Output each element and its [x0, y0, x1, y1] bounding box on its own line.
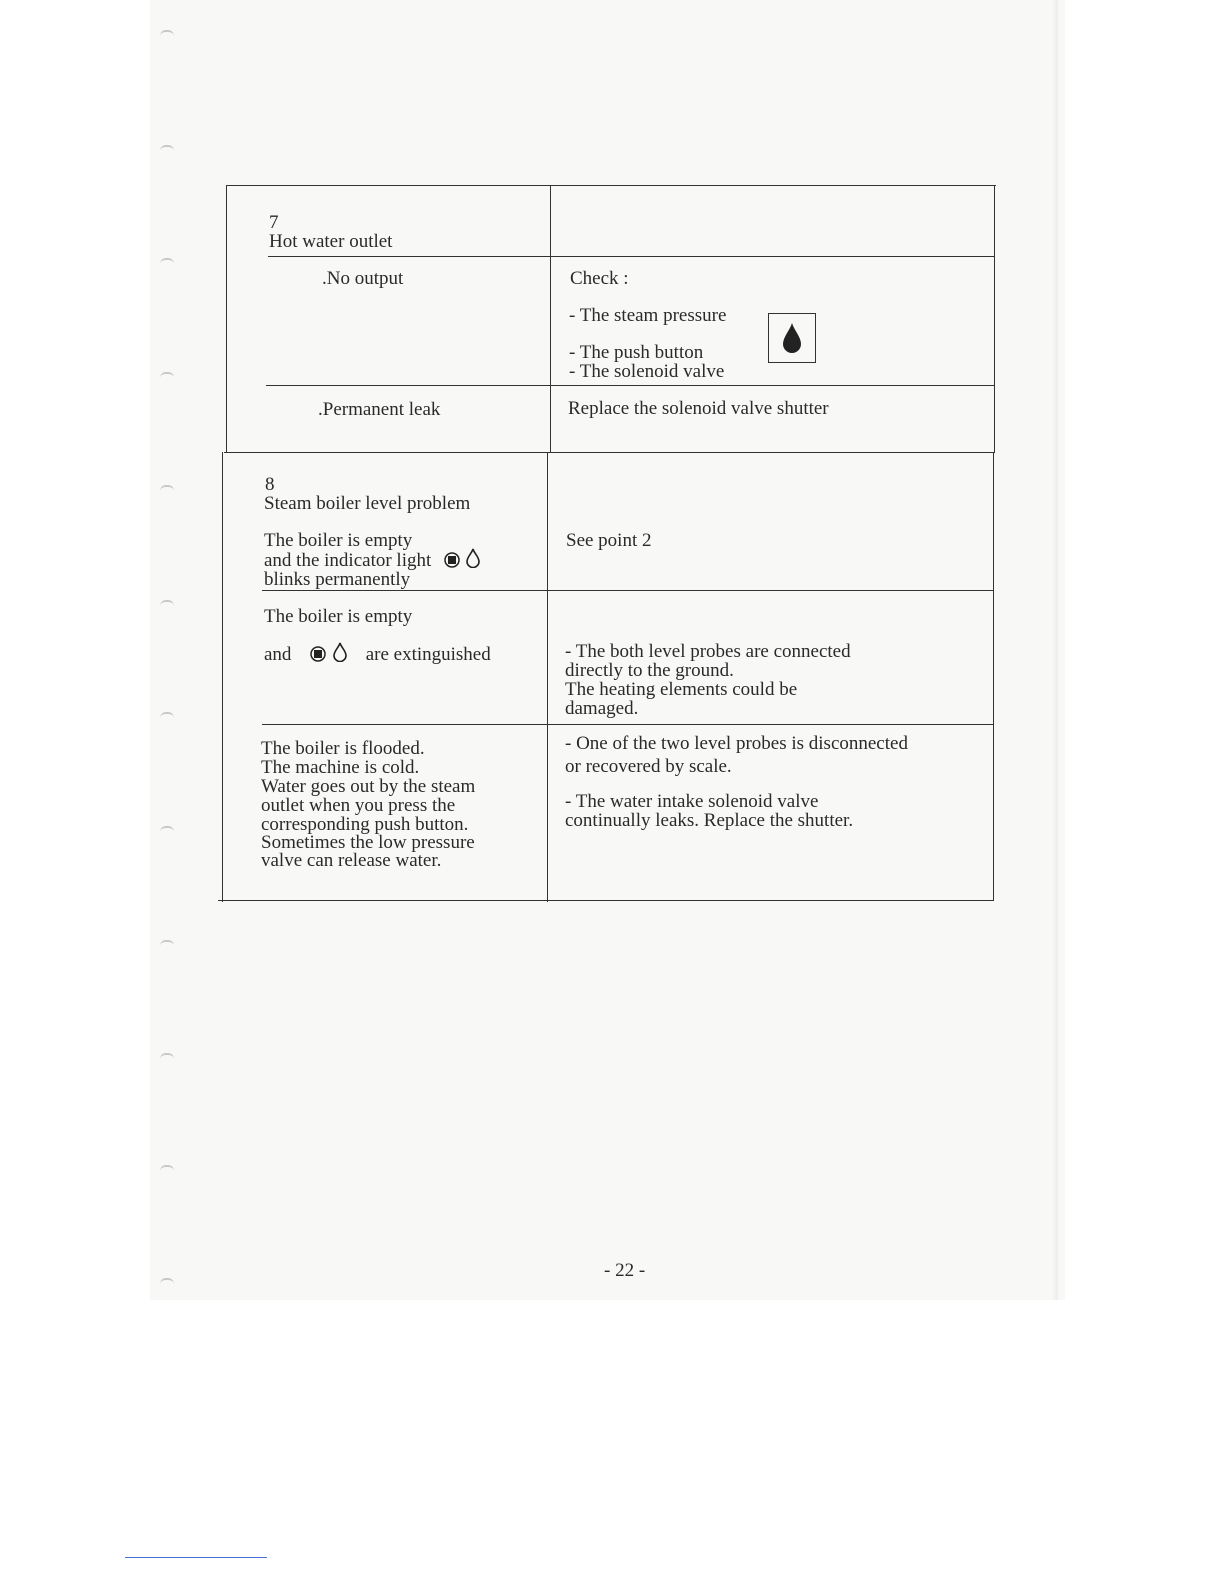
check-title: Check : — [570, 268, 629, 289]
binder-mark — [160, 940, 174, 946]
section-number: 7 — [269, 212, 279, 233]
symptom-line: valve can release water. — [261, 850, 442, 871]
remedy-line: - The water intake solenoid valve — [565, 791, 819, 812]
symptom-line: blinks permanently — [264, 569, 411, 590]
binder-mark — [160, 600, 174, 606]
binder-mark — [160, 258, 174, 264]
paper-edge — [1052, 0, 1058, 1300]
symptom-text: are extinguished — [365, 644, 491, 665]
binder-mark — [160, 372, 174, 378]
binder-mark — [160, 30, 174, 36]
water-level-icon — [466, 548, 480, 568]
table-border — [226, 185, 996, 186]
remedy-line: - The both level probes are connected — [565, 641, 851, 662]
symptom-line: outlet when you press the — [261, 795, 456, 816]
section-title: Hot water outlet — [269, 231, 393, 252]
water-drop-icon — [781, 322, 803, 354]
check-item: - The push button — [569, 342, 704, 363]
check-item: - The solenoid valve — [569, 361, 725, 382]
section-title: Steam boiler level problem — [264, 493, 471, 514]
hot-water-button-symbol — [768, 313, 816, 363]
binder-mark — [160, 145, 174, 151]
remedy-text: See point 2 — [566, 530, 652, 551]
table-border — [222, 452, 223, 902]
binder-mark — [160, 1165, 174, 1171]
section-divider — [224, 452, 994, 453]
symptom-line: The boiler is empty — [264, 606, 413, 627]
binder-mark — [160, 1278, 174, 1284]
remedy-line: damaged. — [565, 698, 639, 719]
symptom-permanent-leak: .Permanent leak — [318, 399, 441, 420]
symptom-line — [264, 551, 480, 570]
column-divider — [547, 452, 548, 902]
table-border — [226, 185, 227, 453]
symptom-line: The boiler is empty — [264, 530, 413, 551]
row-divider — [262, 724, 993, 725]
remedy-text: Replace the solenoid valve shutter — [568, 398, 829, 419]
table-border — [218, 900, 994, 901]
indicator-light-icon — [310, 646, 326, 662]
water-level-icon — [333, 642, 347, 662]
binder-mark — [160, 712, 174, 718]
indicator-light-icon — [444, 552, 460, 568]
symptom-line: The boiler is flooded. — [261, 738, 425, 759]
symptom-line — [264, 645, 491, 664]
symptom-line: The machine is cold. — [261, 757, 420, 778]
binder-mark — [160, 485, 174, 491]
table-border — [994, 185, 995, 453]
page-number: - 22 - — [604, 1260, 646, 1281]
binder-mark — [160, 1053, 174, 1059]
check-item: - The steam pressure — [569, 305, 727, 326]
remedy-line: continually leaks. Replace the shutter. — [565, 810, 854, 831]
symptom-line: corresponding push button. — [261, 814, 469, 835]
remedy-line: The heating elements could be — [565, 679, 798, 700]
remedy-line: directly to the ground. — [565, 660, 734, 681]
row-divider — [262, 590, 993, 591]
remedy-line: or recovered by scale. — [565, 756, 732, 777]
symptom-line: Water goes out by the steam — [261, 776, 476, 797]
symptom-text: and — [264, 644, 292, 665]
row-divider — [266, 385, 994, 386]
column-divider — [550, 185, 551, 453]
symptom-no-output: .No output — [322, 268, 404, 289]
symptom-line: Sometimes the low pressure — [261, 832, 475, 853]
section-number: 8 — [265, 474, 275, 495]
binder-mark — [160, 826, 174, 832]
footer-rule — [125, 1557, 267, 1558]
table-border — [993, 452, 994, 900]
row-divider — [268, 256, 994, 257]
symptom-text: and the indicator light — [264, 550, 432, 571]
remedy-line: - One of the two level probes is disconnected — [565, 733, 908, 754]
